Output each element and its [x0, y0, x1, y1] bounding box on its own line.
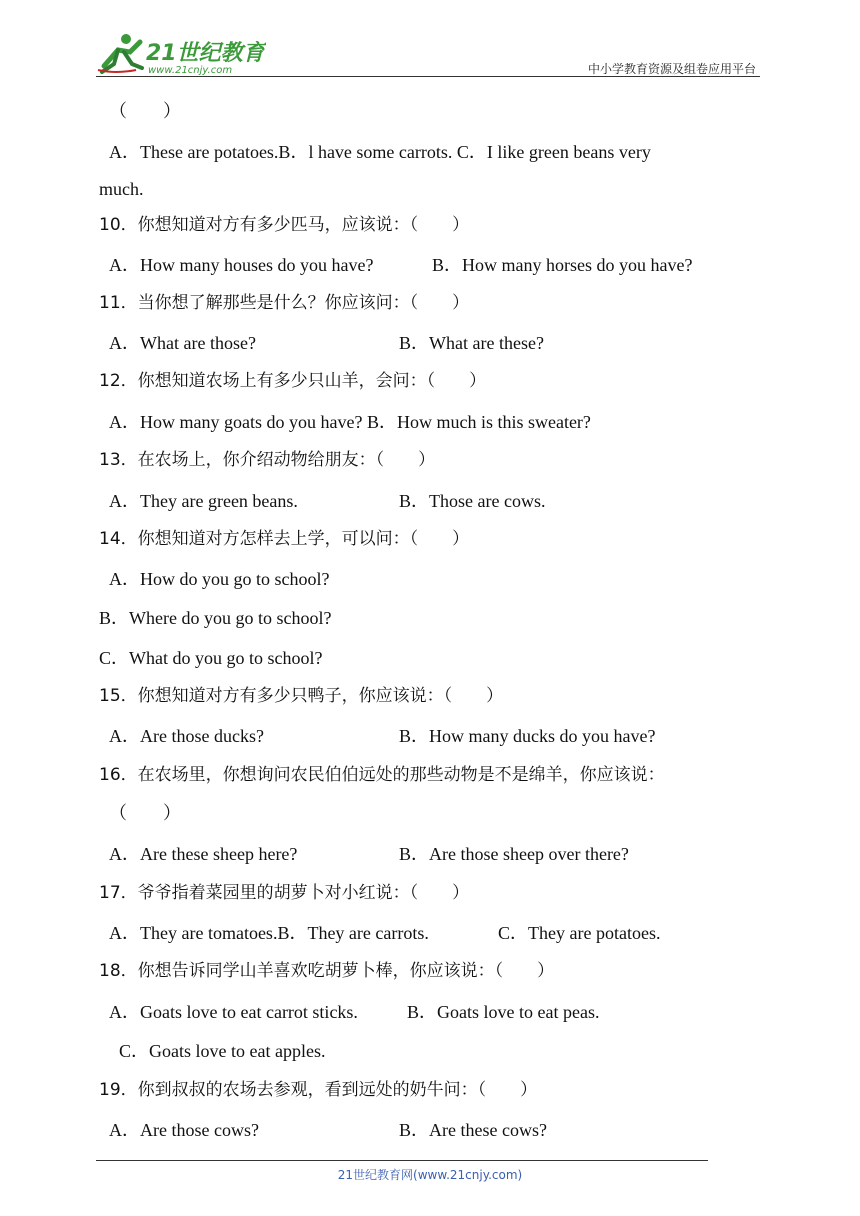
- footer-text: 21世纪教育网(www.21cnjy.com): [337, 1168, 523, 1182]
- q17-options-ab: A．They are tomatoes.B．They are carrots.: [109, 923, 429, 943]
- q18-option-c: C．Goats love to eat apples.: [119, 1041, 326, 1061]
- q18-option-a: A．Goats love to eat carrot sticks.: [109, 1002, 358, 1022]
- q19-question: 19．你到叔叔的农场去参观，看到远处的奶牛问：（ ）: [99, 1080, 538, 1100]
- q14-option-b: B．Where do you go to school?: [99, 608, 332, 628]
- q10-option-a: A．How many houses do you have?: [109, 255, 374, 275]
- q9-options: A．These are potatoes.B．l have some carrots. C．I like green beans very: [109, 142, 651, 162]
- q18-question: 18．你想告诉同学山羊喜欢吃胡萝卜棒，你应该说：（ ）: [99, 961, 555, 981]
- q16-option-a: A．Are these sheep here?: [109, 844, 298, 864]
- q16-option-b: B．Are those sheep over there?: [399, 844, 629, 864]
- q11-option-a: A．What are those?: [109, 333, 256, 353]
- logo-url: www.21cnjy.com: [148, 65, 233, 76]
- q14-question: 14．你想知道对方怎样去上学，可以问：（ ）: [99, 529, 470, 549]
- platform-name: 中小学教育资源及组卷应用平台: [587, 62, 756, 76]
- q11-option-b: B．What are these?: [399, 333, 544, 353]
- footer-divider: [96, 1160, 708, 1161]
- logo-text: 21世纪教育: [146, 41, 265, 66]
- q17-option-c: C．They are potatoes.: [498, 923, 661, 943]
- q12-question: 12．你想知道农场上有多少只山羊，会问：（ ）: [99, 371, 487, 391]
- q19-option-b: B．Are these cows?: [399, 1120, 547, 1140]
- q15-option-a: A．Are those ducks?: [109, 726, 264, 746]
- q15-question: 15．你想知道对方有多少只鸭子，你应该说：（ ）: [99, 686, 504, 706]
- runner-logo-icon: [96, 30, 266, 76]
- header-divider: [96, 76, 760, 77]
- q9-blank: （ ）: [109, 101, 181, 121]
- q10-option-b: B．How many horses do you have?: [432, 255, 693, 275]
- q10-question: 10．你想知道对方有多少匹马，应该说：（ ）: [99, 215, 470, 235]
- q14-option-c: C．What do you go to school?: [99, 648, 323, 668]
- site-logo: [96, 30, 266, 76]
- q14-option-a: A．How do you go to school?: [109, 569, 330, 589]
- q9-options-cont: much.: [99, 179, 144, 199]
- q13-option-b: B．Those are cows.: [399, 491, 546, 511]
- q11-question: 11．当你想了解那些是什么？你应该问：（ ）: [99, 293, 470, 313]
- q13-question: 13．在农场上，你介绍动物给朋友：（ ）: [99, 450, 436, 470]
- q19-option-a: A．Are those cows?: [109, 1120, 259, 1140]
- q13-option-a: A．They are green beans.: [109, 491, 298, 511]
- q16-blank: （ ）: [109, 803, 181, 823]
- q18-option-b: B．Goats love to eat peas.: [407, 1002, 600, 1022]
- q17-question: 17．爷爷指着菜园里的胡萝卜对小红说：（ ）: [99, 883, 470, 903]
- q16-question: 16．在农场里，你想询问农民伯伯远处的那些动物是不是绵羊，你应该说：: [99, 765, 665, 785]
- q12-options: A．How many goats do you have? B．How much is this sweater?: [109, 412, 591, 432]
- q15-option-b: B．How many ducks do you have?: [399, 726, 656, 746]
